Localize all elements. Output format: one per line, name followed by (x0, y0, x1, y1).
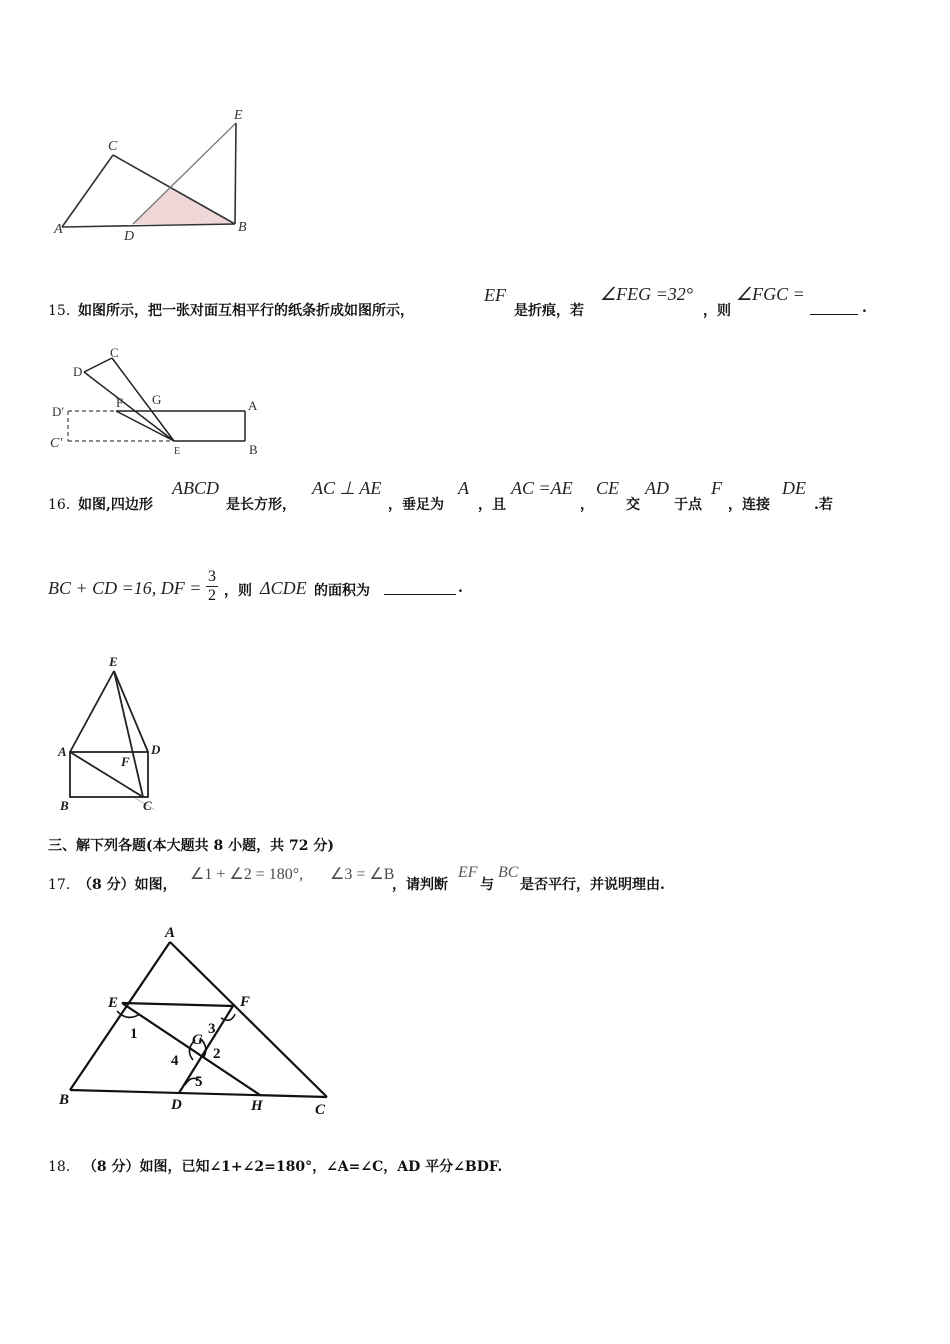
q16-eq: AC =AE (511, 478, 573, 498)
label-g: G (152, 392, 162, 407)
label-c: C (315, 1102, 326, 1118)
q16-text8: .若 (814, 497, 833, 513)
q15-ef: EF (484, 285, 506, 305)
q16-fraction (206, 568, 218, 605)
figure-q14 (50, 100, 260, 245)
q16-number: 16． (48, 497, 80, 513)
q15-text1: 如图所示，把一张对面互相平行的纸条折成如图所示， (78, 303, 414, 319)
label-f: F (116, 395, 124, 410)
label-b: B (59, 1092, 70, 1108)
q15-angle-given: ∠FEG =32° (600, 284, 693, 304)
label-e: E (234, 108, 243, 123)
q17-text1: ，请判断 (392, 877, 448, 893)
label-f: F (240, 994, 251, 1010)
q15-answer-blank[interactable] (810, 300, 858, 315)
label-b: B (249, 442, 258, 457)
q16-f: F (711, 478, 722, 498)
label-a: A (58, 744, 67, 759)
label-1: 1 (130, 1026, 138, 1042)
label-2: 2 (213, 1046, 221, 1062)
q16-text7: ，连接 (728, 497, 770, 513)
label-d: D (73, 364, 83, 379)
q16-ce: CE (596, 478, 620, 498)
q16-frac-num: 3 (208, 568, 216, 585)
q16-line2 (48, 566, 488, 614)
q16-text9: ，则 (224, 583, 252, 599)
q16-tri: ΔCDE (260, 578, 307, 598)
q17-cond1: ∠1 + ∠2 = 180°, (190, 866, 304, 883)
label-e: E (109, 654, 118, 669)
q16-end: . (458, 580, 463, 596)
label-g: G (192, 1032, 203, 1048)
q17-text3: 是否平行，并说明理由. (520, 877, 665, 893)
q17-number: 17． (48, 877, 80, 893)
label-b: B (60, 798, 69, 813)
figure-q16 (55, 652, 175, 814)
q18-number: 18． (48, 1159, 80, 1175)
q18-text: （8 分）如图，已知∠1+∠2=180°，∠A=∠C，AD 平分∠BDF. (89, 1159, 503, 1175)
q15-text2: 是折痕，若 (514, 303, 584, 319)
q16-text5: 交 (626, 497, 640, 513)
figure-q15 (48, 344, 268, 459)
q16-text6: 于点 (674, 497, 702, 513)
label-d: D (151, 742, 161, 757)
q17-bc: BC (498, 864, 519, 881)
label-d: D (171, 1097, 182, 1113)
label-c: C (108, 139, 118, 154)
q15-number: 15． (48, 303, 80, 319)
figure-q17 (55, 920, 345, 1120)
label-a: A (54, 222, 63, 237)
q16-abcd: ABCD (172, 478, 219, 498)
label-a: A (165, 925, 176, 941)
q16-comma: ， (580, 497, 594, 513)
label-b: B (238, 220, 247, 235)
q16-text1: 如图,四边形 (78, 497, 153, 513)
q15-end: . (862, 300, 867, 316)
q15-angle-asked: ∠FGC = (736, 284, 805, 304)
q16-text2: 是长方形， (226, 497, 296, 513)
q16-ad: AD (645, 478, 669, 498)
label-d-prime: D′ (52, 404, 65, 419)
label-c-prime: C′ (50, 436, 63, 451)
label-a: A (248, 398, 258, 413)
label-c: C (110, 345, 119, 360)
label-c: C (143, 798, 152, 813)
q17-score: （8 分）如图， (78, 877, 177, 893)
q16-text3: ，垂足为 (388, 497, 444, 513)
q16-answer-blank[interactable] (384, 580, 456, 595)
q16-a: A (458, 478, 469, 498)
label-e: E (174, 446, 181, 457)
label-5: 5 (195, 1074, 203, 1090)
q16-text10: 的面积为 (314, 583, 370, 599)
q16-frac-den: 2 (208, 587, 216, 604)
q17-cond2: ∠3 = ∠B (330, 866, 395, 883)
label-3: 3 (208, 1021, 216, 1037)
q16-de: DE (782, 478, 806, 498)
section-3-title: 三、解下列各题(本大题共 8 小题，共 72 分) (48, 838, 334, 854)
label-f: F (121, 754, 130, 769)
label-e: E (108, 995, 119, 1011)
q16-perp: AC ⊥ AE (312, 478, 382, 498)
q17-ef: EF (458, 864, 478, 881)
label-h: H (251, 1098, 263, 1114)
q18-line (48, 1156, 502, 1176)
q17-text2: 与 (480, 877, 494, 893)
q16-line2-math: BC + CD =16, DF = (48, 578, 202, 598)
q16-text4: ，且 (478, 497, 506, 513)
label-4: 4 (171, 1053, 179, 1069)
q15-text3: ，则 (703, 303, 731, 319)
shaded-region (133, 188, 235, 224)
label-d: D (124, 229, 135, 244)
